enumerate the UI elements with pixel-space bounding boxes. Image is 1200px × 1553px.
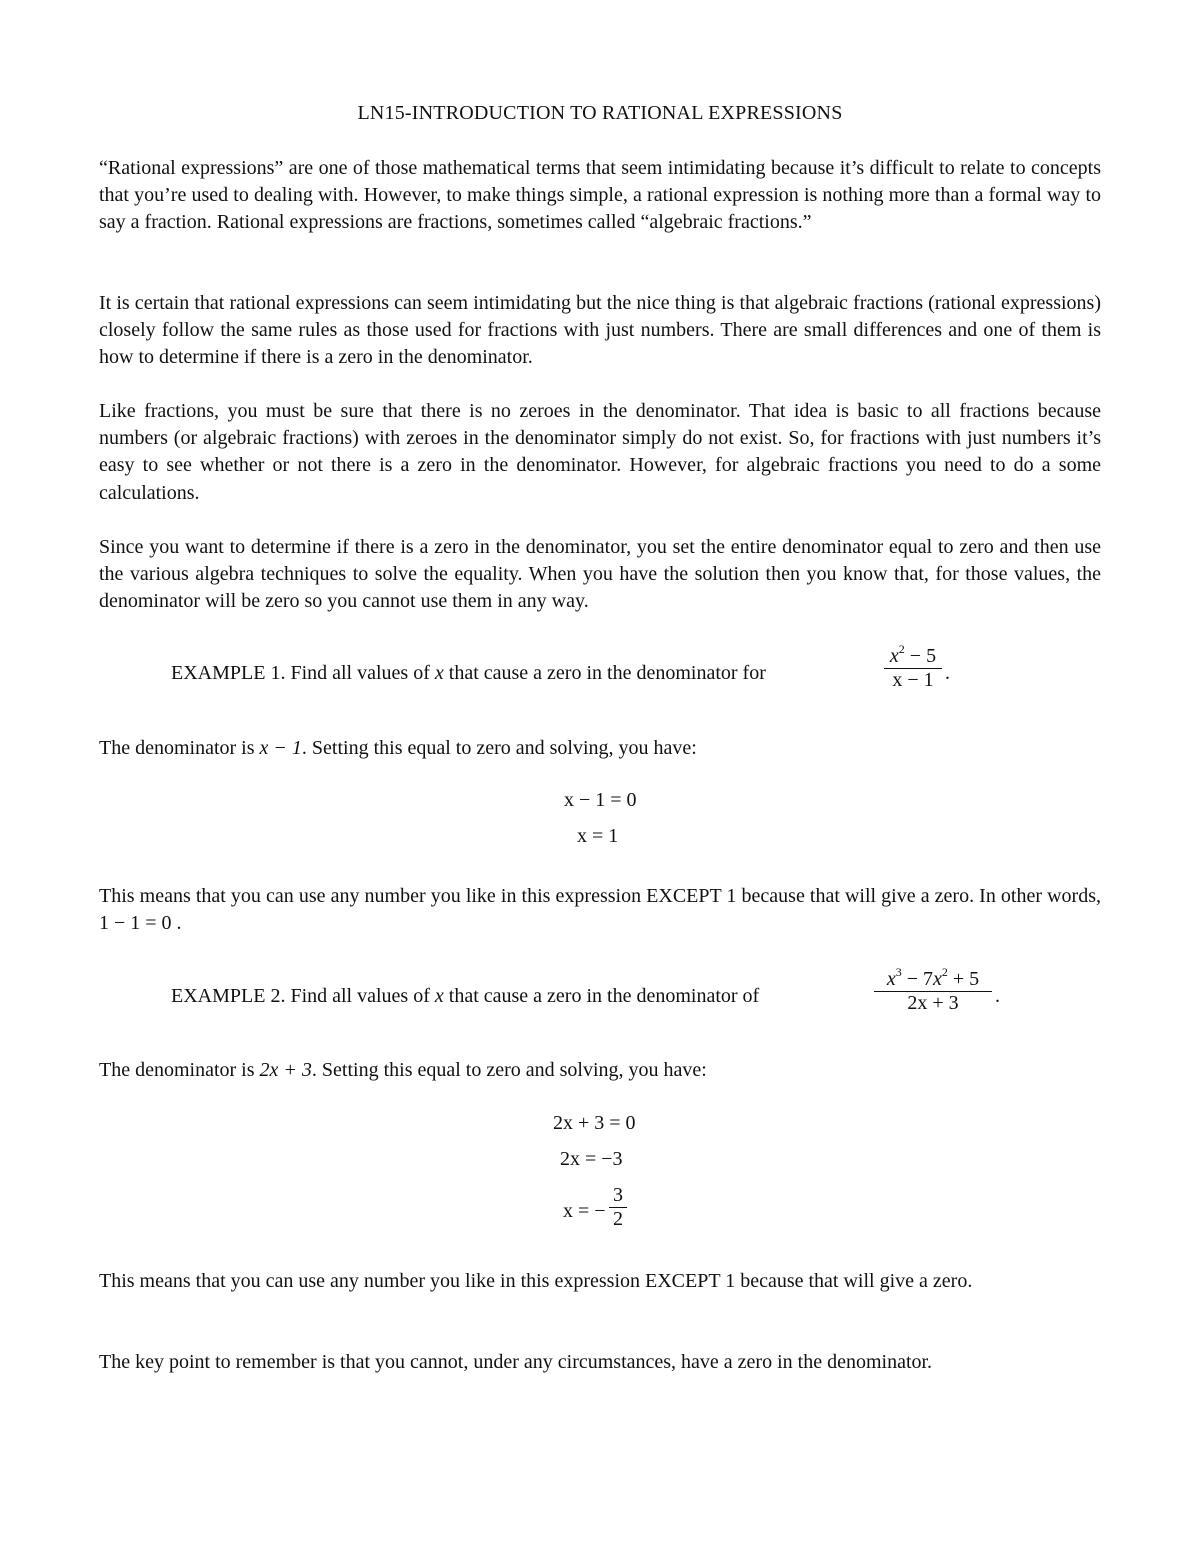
paragraph-rules: It is certain that rational expressions can seem intimidating but the nice thing is that algebraic fractions (rational expressions) closely follow the same rules as those used for fractions with just numbers. There are small differences and one of them is how to determine if there is a zero in the denominator. (99, 292, 1101, 369)
example-1-fraction (884, 642, 942, 692)
example-2-conclusion: This means that you can use any number you like in this expression EXCEPT 1 because that will give a zero. (99, 1270, 973, 1292)
paragraph-zeroes: Like fractions, you must be sure that there is no zeroes in the denominator. That idea is basic to all fractions because numbers (or algebraic fractions) with zeroes in the denominator simply do not exist. So, for fractions with just numbers it’s easy to see whether or not there is a zero in the denominator. However, for algebraic fractions you need to do a some calculations. (99, 400, 1101, 504)
example-1-conclusion: This means that you can use any number you like in this expression EXCEPT 1 because that will give a zero. In other words, 1 − 1 = 0 . (99, 885, 1101, 935)
example-1-statement: EXAMPLE 1. Find all values of x that cause a zero in the denominator for (171, 662, 766, 684)
example-2-denominator: 2x + 3 (907, 992, 959, 1014)
example-1-period: . (945, 662, 950, 684)
example-1-denominator-line: The denominator is x − 1. Setting this equal to zero and solving, you have: (99, 737, 697, 759)
example-2-equation-3-lhs: x = − (563, 1200, 606, 1222)
example-2-statement: EXAMPLE 2. Find all values of x that cause a zero in the denominator of (171, 985, 760, 1007)
example-2-period: . (995, 985, 1000, 1007)
paragraph-intro: “Rational expressions” are one of those mathematical terms that seem intimidating because it’s difficult to relate to concepts that you’re used to dealing with. However, to make things simple, a rational expression is nothing more than a formal way to say a fraction. Rational expressions are fractions, sometimes called “algebraic fractions.” (99, 157, 1101, 234)
equation-3-denominator: 2 (613, 1208, 623, 1230)
example-2-equation-1: 2x + 3 = 0 (553, 1112, 636, 1134)
example-2-fraction (874, 965, 992, 1015)
example-1-denominator: x − 1 (892, 669, 934, 691)
example-1-equation-1: x − 1 = 0 (564, 789, 637, 811)
paragraph-method: Since you want to determine if there is a zero in the denominator, you set the entire denominator equal to zero and then use the various algebra techniques to solve the equality. When you have the solution then you know that, for those values, the denominator will be zero so you cannot use them in any way. (99, 536, 1101, 613)
example-2-equation-3-fraction (609, 1184, 627, 1231)
example-2-numerator: $x^3 - 7x^2 + 5$ (886, 965, 980, 990)
example-2-denominator-line: The denominator is 2x + 3. Setting this equal to zero and solving, you have: (99, 1059, 707, 1081)
closing-paragraph: The key point to remember is that you cannot, under any circumstances, have a zero in the denominator. (99, 1351, 933, 1373)
example-1-numerator: $x^2 - 5$ (889, 642, 937, 667)
page-title: LN15-INTRODUCTION TO RATIONAL EXPRESSIONS (357, 102, 843, 124)
equation-3-numerator: 3 (613, 1184, 623, 1206)
example-2-equation-2: 2x = −3 (560, 1148, 623, 1170)
example-1-equation-2: x = 1 (577, 825, 619, 847)
